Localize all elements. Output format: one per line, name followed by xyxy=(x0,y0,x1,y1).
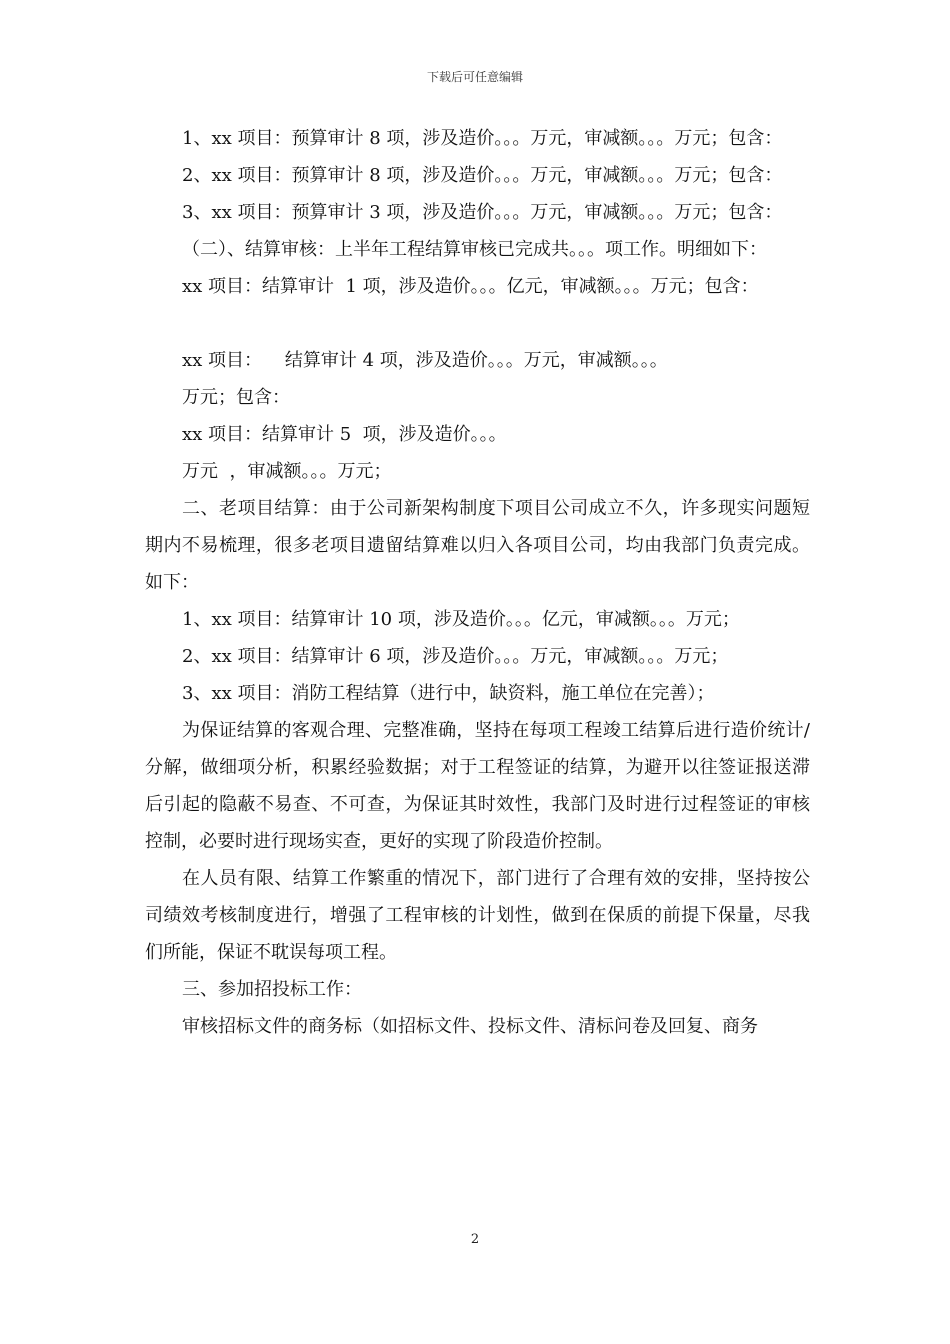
paragraph-old-project-item-3: 3、xx 项目：消防工程结算（进行中，缺资料，施工单位在完善）； xyxy=(182,683,715,704)
paragraph-bidding-review: 审核招标文件的商务标（如招标文件、投标文件、清标问卷及回复、商务 xyxy=(182,1016,758,1037)
document-body xyxy=(145,120,810,1045)
paragraph-old-project-heading: 二、老项目结算：由于公司新架构制度下项目公司成立不久，许多现实问题短期内不易梳理，很多老项目遗留结算难以归入各项目公司，均由我部门负责完成。如下： xyxy=(145,498,810,593)
paragraph-settlement-item-1: xx 项目：结算审计 1 项，涉及造价。。。亿元，审减额。。。万元；包含： xyxy=(182,276,759,297)
paragraph-budget-item-1: 1、xx 项目：预算审计 8 项，涉及造价。。。万元，审减额。。。万元；包含： xyxy=(182,128,783,149)
page-number: 2 xyxy=(470,1232,480,1247)
paragraph-bidding-heading: 三、参加招投标工作： xyxy=(182,979,362,1000)
page-header: 下载后可任意编辑 xyxy=(426,70,523,84)
paragraph-settlement-item-2-cont: 万元；包含： xyxy=(182,387,290,408)
paragraph-settlement-method: 为保证结算的客观合理、完整准确，坚持在每项工程竣工结算后进行造价统计/分解，做细项分析，积累经验数据；对于工程签证的结算，为避开以往签证报送滞后引起的隐蔽不易查、不可查，为保证其时效性，我部门及时进行过程签证的审核控制，必要时进行现场实查，更好的实现了阶段造价控制。 xyxy=(145,720,810,852)
paragraph-old-project-item-2: 2、xx 项目：结算审计 6 项，涉及造价。。。万元，审减额。。。万元； xyxy=(182,646,729,667)
paragraph-staffing: 在人员有限、结算工作繁重的情况下，部门进行了合理有效的安排，坚持按公司绩效考核制度进行，增强了工程审核的计划性，做到在保质的前提下保量，尽我们所能，保证不耽误每项工程。 xyxy=(145,868,810,963)
paragraph-settlement-item-2: xx 项目： 结算审计 4 项，涉及造价。。。万元，审减额。。。 xyxy=(182,350,668,371)
paragraph-budget-item-2: 2、xx 项目：预算审计 8 项，涉及造价。。。万元，审减额。。。万元；包含： xyxy=(182,165,783,186)
paragraph-settlement-review-heading: （二）、结算审核：上半年工程结算审核已完成共。。。项工作。明细如下： xyxy=(182,239,767,260)
paragraph-settlement-item-3-cont: 万元 ，审减额。。。万元； xyxy=(182,461,392,482)
paragraph-old-project-item-1: 1、xx 项目：结算审计 10 项，涉及造价。。。亿元，审减额。。。万元； xyxy=(182,609,740,630)
paragraph-settlement-item-3: xx 项目：结算审计 5 项，涉及造价。。。 xyxy=(182,424,507,445)
paragraph-budget-item-3: 3、xx 项目：预算审计 3 项，涉及造价。。。万元，审减额。。。万元；包含： xyxy=(182,202,783,223)
